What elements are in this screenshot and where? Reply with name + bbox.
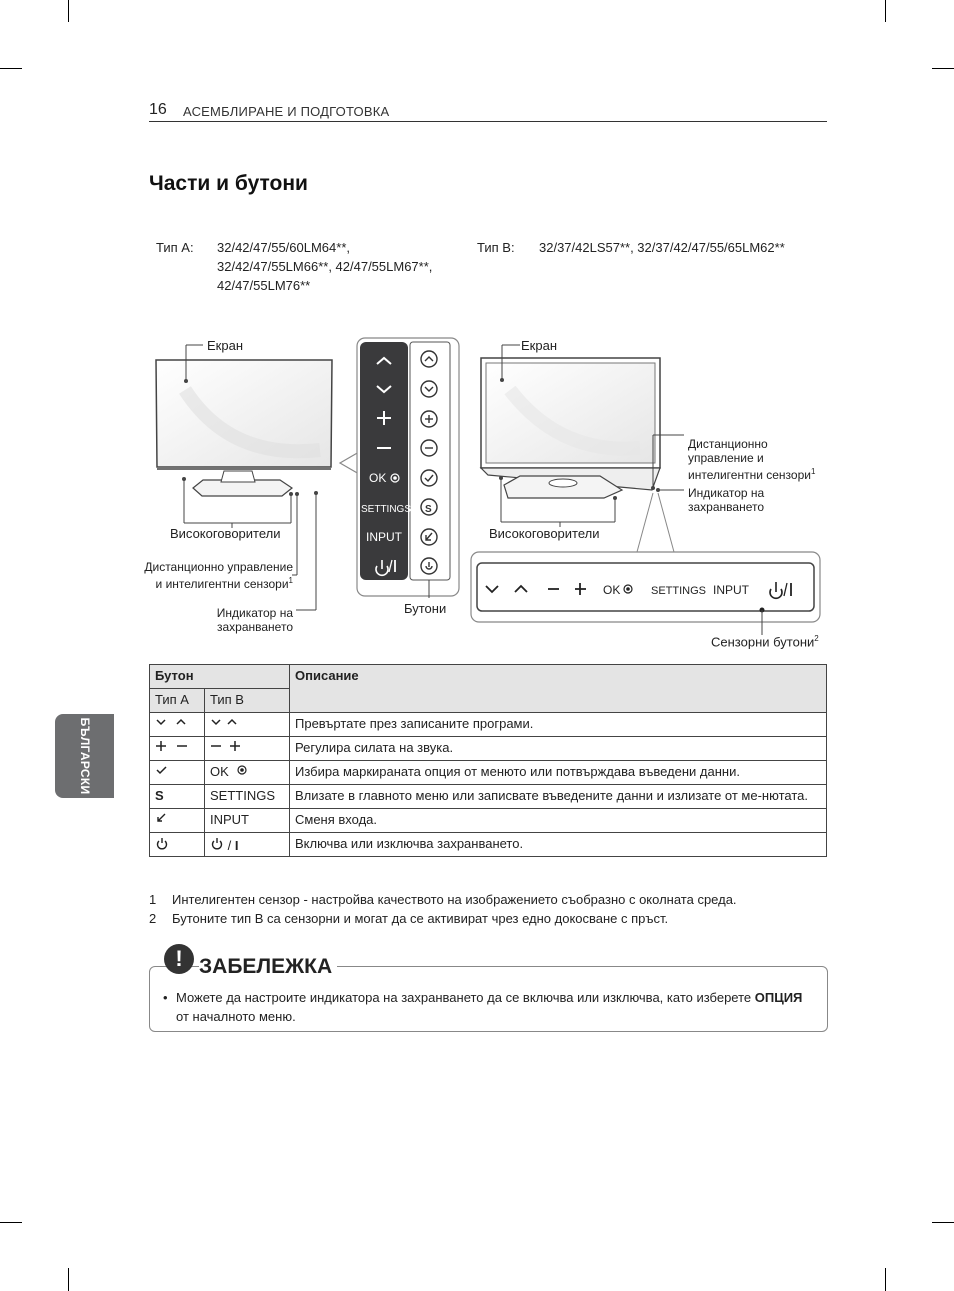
right-power-line: захранването: [688, 500, 765, 514]
right-power-indicator-label: [688, 486, 764, 514]
plus-minus-icon: [155, 740, 189, 752]
check-icon: [155, 764, 169, 776]
touch-button-panel: [471, 552, 820, 635]
row-description: Избира маркираната опция от менюто или потвърждава въведени данни.: [290, 761, 827, 785]
language-tab-label: БЪЛГАРСКИ: [78, 717, 92, 795]
right-speakers-label: Високоговорители: [489, 526, 600, 541]
type-a-label: Тип А:: [156, 240, 194, 255]
table-header-description: Описание: [290, 665, 827, 713]
crop-mark: [932, 1222, 954, 1223]
left-remote-sensor-label: [140, 560, 293, 591]
table-row: [150, 737, 827, 761]
row-b-glyph: [205, 713, 290, 737]
row-a-glyph: S: [150, 785, 205, 809]
power-bar-icon: I: [234, 838, 239, 853]
type-b-label: Тип В:: [477, 240, 515, 255]
row-b-glyph: [205, 761, 290, 785]
type-a-models: [217, 238, 432, 295]
crop-mark: [0, 68, 22, 69]
table-header-button: Бутон: [150, 665, 290, 689]
left-screen-label: Екран: [207, 338, 243, 353]
touch-input-label: INPUT: [713, 583, 749, 597]
footnote-number: 2: [149, 911, 157, 926]
down-up-chevron-icon: [155, 716, 189, 728]
row-b-glyph: [205, 737, 290, 761]
row-description: Превъртате през записаните програми.: [290, 713, 827, 737]
footnote-text: Бутоните тип В са сензорни и могат да се активират чрез едно докосване с пръст.: [172, 911, 669, 926]
section-title: АСЕМБЛИРАНЕ И ПОДГОТОВКА: [183, 104, 390, 119]
type-a-model-line: 32/42/47/55LM66**, 42/47/55LM67**,: [217, 259, 433, 274]
left-power-line: Индикатор на: [216, 606, 293, 620]
input-arrow-icon: [155, 812, 169, 824]
warning-icon: !: [164, 944, 194, 974]
power-icon: [155, 836, 169, 850]
table-row: [150, 833, 827, 857]
row-a-glyph: [150, 761, 205, 785]
table-row: [150, 761, 827, 785]
row-a-glyph: [150, 833, 205, 857]
row-b-text: SETTINGS: [205, 785, 290, 809]
buttons-table: [149, 664, 827, 857]
crop-mark: [68, 1268, 69, 1291]
table-header-type-a: Тип А: [150, 689, 205, 713]
note-title: ЗАБЕЛЕЖКА: [199, 955, 337, 979]
panel-settings-label: SETTINGS: [361, 504, 412, 515]
row-description: Влизате в главното меню или записвате въведените данни и излизате от ме-нютата.: [290, 785, 827, 809]
row-description: Сменя входа.: [290, 809, 827, 833]
footnote-text: Интелигентен сензор - настройва качеството на изображението съобразно с околната среда.: [172, 892, 737, 907]
table-row: [150, 809, 827, 833]
power-icon: [210, 836, 224, 850]
right-remote-sensor-label: [688, 437, 815, 482]
note-text: Можете да настроите индикатора на захранването да се включва или изключва, като изберете ОПЦИЯ от началното меню.: [176, 990, 803, 1024]
touch-ok-label: OK: [603, 583, 621, 597]
header-rule: [149, 121, 827, 122]
right-remote-line: управление и: [688, 451, 764, 465]
button-panel-callout: [357, 338, 459, 598]
note-bullet: •: [163, 990, 168, 1005]
crop-mark: [0, 1222, 22, 1223]
row-description: Регулира силата на звука.: [290, 737, 827, 761]
tv-type-b: [481, 345, 684, 552]
row-a-glyph: [150, 809, 205, 833]
note-option-bold: ОПЦИЯ: [754, 990, 803, 1005]
buttons-label: Бутони: [404, 601, 447, 616]
down-up-chevron-icon: [210, 716, 244, 728]
minus-plus-icon: [210, 740, 244, 752]
crop-mark: [68, 0, 69, 22]
page-title: Части и бутони: [149, 172, 308, 195]
right-screen-label: Екран: [521, 338, 557, 353]
language-tab: [55, 714, 114, 798]
left-remote-line: Дистанционно управление: [144, 560, 293, 574]
left-power-indicator-label: [200, 606, 293, 634]
table-header-type-b: Тип В: [205, 689, 290, 713]
touch-buttons-label: Сензорни бутони$^2$: [711, 634, 819, 650]
svg-text:S: S: [425, 504, 432, 515]
panel-ok-label: OK: [369, 471, 387, 485]
type-a-model-line: 42/47/55LM76**: [217, 278, 311, 293]
left-speakers-label: Високоговорители: [170, 526, 281, 541]
left-power-line: захранването: [216, 620, 293, 634]
right-power-line: Индикатор на: [688, 486, 765, 500]
right-remote-line: Дистанционно: [688, 437, 768, 451]
row-description: Включва или изключва захранването.: [290, 833, 827, 857]
crop-mark: [885, 1268, 886, 1291]
crop-mark: [885, 0, 886, 22]
table-row: [150, 785, 827, 809]
table-row: [150, 713, 827, 737]
row-a-glyph: [150, 713, 205, 737]
touch-settings-label: SETTINGS: [651, 585, 707, 597]
row-b-text: INPUT: [205, 809, 290, 833]
row-a-glyph: [150, 737, 205, 761]
footnote-number: 1: [149, 892, 157, 907]
type-a-model-line: 32/42/47/55/60LM64**,: [217, 240, 350, 255]
tv-diagram: [0, 330, 954, 660]
left-remote-line: и интелигентни сензори$^1$: [155, 576, 293, 591]
type-b-models: 32/37/42LS57**, 32/37/42/47/55/65LM62**: [539, 240, 785, 255]
row-b-glyph: [205, 833, 290, 857]
panel-input-label: INPUT: [366, 530, 402, 544]
crop-mark: [932, 68, 954, 69]
power-slash: /: [227, 838, 232, 853]
right-remote-line: интелигентни сензори$^1$: [688, 467, 816, 482]
ok-label: OK: [210, 764, 229, 779]
ok-dot-icon: [236, 764, 250, 776]
page-number: 16: [149, 101, 167, 118]
